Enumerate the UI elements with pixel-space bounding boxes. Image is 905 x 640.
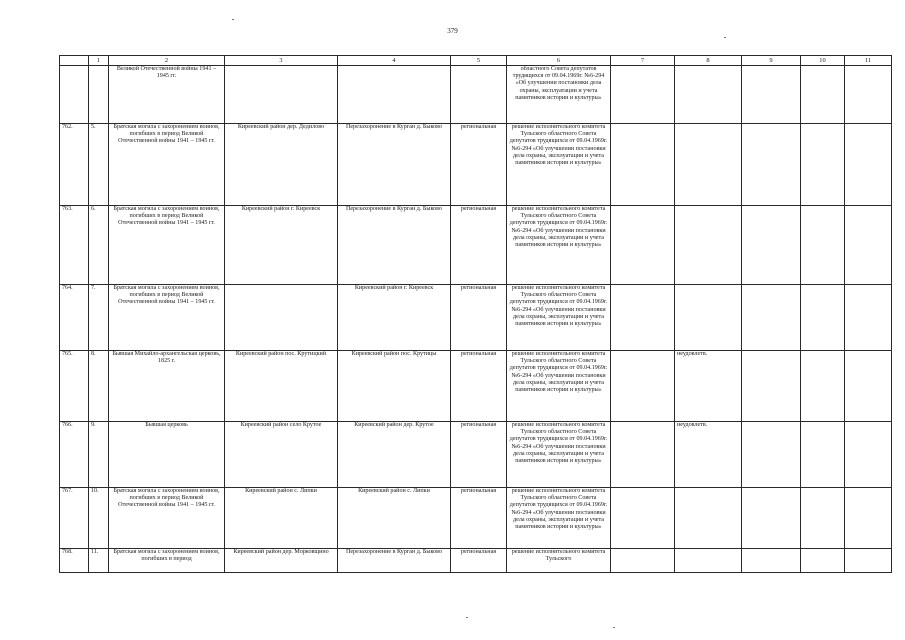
location-note: Перезахоронение в Курган д. Быково xyxy=(338,549,451,573)
column-header: 10 xyxy=(801,56,845,66)
empty-cell xyxy=(611,66,675,124)
scan-speck xyxy=(466,617,468,618)
monument-location: Киреевский район пос. Крутицкий xyxy=(225,351,338,422)
monument-location: Киреевский район село Крутое xyxy=(225,422,338,488)
table-row xyxy=(60,206,892,285)
empty-cell xyxy=(611,488,675,549)
row-subnumber: 11. xyxy=(89,549,109,573)
monuments-register-table xyxy=(59,55,892,573)
empty-cell xyxy=(845,488,892,549)
empty-cell xyxy=(611,351,675,422)
table-row xyxy=(60,488,892,549)
monument-location: Киреевский район с. Липки xyxy=(225,488,338,549)
monument-name: Великой Отечественной войны 1941 – 1945 гг. xyxy=(109,66,225,124)
table-row xyxy=(60,422,892,488)
table-row xyxy=(60,285,892,351)
empty-cell xyxy=(845,422,892,488)
condition-status xyxy=(675,488,742,549)
empty-cell xyxy=(742,351,801,422)
protection-category xyxy=(451,66,507,124)
location-note: Киреевский район с. Липки xyxy=(338,488,451,549)
monument-name: Братская могила с захоронением воинов, погибших в период Великой Отечественной войны 1941 – 1945 гг. xyxy=(109,488,225,549)
row-subnumber: 10. xyxy=(89,488,109,549)
empty-cell xyxy=(742,422,801,488)
row-number xyxy=(60,66,89,124)
empty-cell xyxy=(742,206,801,285)
empty-cell xyxy=(742,488,801,549)
protection-category: региональная xyxy=(451,285,507,351)
empty-cell xyxy=(611,124,675,206)
monument-location xyxy=(225,285,338,351)
empty-cell xyxy=(742,549,801,573)
protection-document: решение исполнительного комитета Тульского xyxy=(507,549,611,573)
column-header: 6 xyxy=(507,56,611,66)
row-subnumber: 9. xyxy=(89,422,109,488)
protection-category: региональная xyxy=(451,351,507,422)
protection-category: региональная xyxy=(451,422,507,488)
empty-cell xyxy=(845,351,892,422)
condition-status: неудовлетв. xyxy=(675,351,742,422)
column-number-header-row xyxy=(60,56,892,66)
location-note xyxy=(338,66,451,124)
empty-cell xyxy=(801,206,845,285)
monument-name: Братская могила с захоронением воинов, погибших в период Великой Отечественной войны 1941 – 1945 гг. xyxy=(109,124,225,206)
protection-document: решение исполнительного комитета Тульского областного Совета депутатов трудящихся от 09.04.1969г. №6-294 «Об улучшении постановки дела охраны, эксплуатации и учета памятников истории и культуры» xyxy=(507,488,611,549)
empty-cell xyxy=(611,549,675,573)
row-number: 762. xyxy=(60,124,89,206)
monument-name: Братская могила с захоронением воинов, погибших в период Великой Отечественной войны 1941 – 1945 гг. xyxy=(109,206,225,285)
empty-cell xyxy=(845,285,892,351)
empty-cell xyxy=(801,351,845,422)
column-header: 9 xyxy=(742,56,801,66)
scan-speck xyxy=(232,19,234,20)
row-number: 763. xyxy=(60,206,89,285)
condition-status xyxy=(675,285,742,351)
monument-name: Братская могила с захоронением воинов, погибших в период xyxy=(109,549,225,573)
column-header: 7 xyxy=(611,56,675,66)
protection-category: региональная xyxy=(451,488,507,549)
protection-category: региональная xyxy=(451,206,507,285)
protection-category: региональная xyxy=(451,549,507,573)
condition-status: неудовлетв. xyxy=(675,422,742,488)
monument-location xyxy=(225,66,338,124)
column-header: 1 xyxy=(89,56,109,66)
monument-name: Бывшая Михайло-архангельская церковь, 1825 г. xyxy=(109,351,225,422)
empty-cell xyxy=(801,549,845,573)
empty-cell xyxy=(801,124,845,206)
protection-document: решение исполнительного комитета Тульского областного Совета депутатов трудящихся от 09.04.1969г. №6-294 «Об улучшении постановки дела охраны, эксплуатации и учета памятников истории и культуры» xyxy=(507,422,611,488)
protection-document: областного Совета депутатов трудящихся от 09.04.1969г. №6-294 «Об улучшении постановки дела охраны, эксплуатации и учета памятников истории и культуры» xyxy=(507,66,611,124)
monument-location: Киреевский район дер. Дедилово xyxy=(225,124,338,206)
monument-location: Киреевский район дер. Морковщино xyxy=(225,549,338,573)
page-number: 379 xyxy=(447,27,458,35)
empty-cell xyxy=(845,66,892,124)
column-header xyxy=(60,56,89,66)
row-subnumber: 7. xyxy=(89,285,109,351)
table-row xyxy=(60,66,892,124)
empty-cell xyxy=(845,124,892,206)
column-header: 2 xyxy=(109,56,225,66)
row-subnumber: 8. xyxy=(89,351,109,422)
location-note: Перезахоронение в Курган д. Быково xyxy=(338,206,451,285)
location-note: Перезахоронение в Курган д. Быково xyxy=(338,124,451,206)
empty-cell xyxy=(845,549,892,573)
empty-cell xyxy=(845,206,892,285)
empty-cell xyxy=(611,422,675,488)
row-subnumber: 5. xyxy=(89,124,109,206)
condition-status xyxy=(675,66,742,124)
column-header: 3 xyxy=(225,56,338,66)
monument-name: Братская могила с захоронением воинов, погибших в период Великой Отечественной войны 1941 – 1945 гг. xyxy=(109,285,225,351)
empty-cell xyxy=(611,285,675,351)
empty-cell xyxy=(801,66,845,124)
condition-status xyxy=(675,206,742,285)
empty-cell xyxy=(742,285,801,351)
row-number: 764. xyxy=(60,285,89,351)
table-row xyxy=(60,124,892,206)
row-number: 767. xyxy=(60,488,89,549)
monument-location: Киреевский район г. Киреевск xyxy=(225,206,338,285)
monument-name: Бывшая церковь xyxy=(109,422,225,488)
empty-cell xyxy=(742,66,801,124)
row-number: 768. xyxy=(60,549,89,573)
location-note: Киреевский район дер. Крутое xyxy=(338,422,451,488)
table-row xyxy=(60,549,892,573)
protection-document: решение исполнительного комитета Тульского областного Совета депутатов трудящихся от 09.04.1969г. №6-294 «Об улучшении постановки дела охраны, эксплуатации и учета памятников истории и культуры» xyxy=(507,285,611,351)
scan-speck xyxy=(724,37,726,38)
column-header: 8 xyxy=(675,56,742,66)
row-number: 765. xyxy=(60,351,89,422)
protection-document: решение исполнительного комитета Тульского областного Совета депутатов трудящихся от 09.04.1969г. №6-294 «Об улучшении постановки дела охраны, эксплуатации и учета памятников истории и культуры» xyxy=(507,206,611,285)
row-subnumber: 6. xyxy=(89,206,109,285)
row-subnumber xyxy=(89,66,109,124)
condition-status xyxy=(675,549,742,573)
column-header: 11 xyxy=(845,56,892,66)
row-number: 766. xyxy=(60,422,89,488)
protection-document: решение исполнительного комитета Тульского областного Совета депутатов трудящихся от 09.04.1969г. №6-294 «Об улучшении постановки дела охраны, эксплуатации и учета памятников истории и культуры» xyxy=(507,124,611,206)
empty-cell xyxy=(742,124,801,206)
column-header: 5 xyxy=(451,56,507,66)
protection-category: региональная xyxy=(451,124,507,206)
column-header: 4 xyxy=(338,56,451,66)
empty-cell xyxy=(801,488,845,549)
location-note: Киреевский район г. Киреевск xyxy=(338,285,451,351)
protection-document: решение исполнительного комитета Тульского областного Совета депутатов трудящихся от 09.04.1969г. №6-294 «Об улучшении постановки дела охраны, эксплуатации и учета памятников истории и культуры» xyxy=(507,351,611,422)
location-note: Киреевский район пос. Крутицы xyxy=(338,351,451,422)
empty-cell xyxy=(611,206,675,285)
empty-cell xyxy=(801,285,845,351)
condition-status xyxy=(675,124,742,206)
empty-cell xyxy=(801,422,845,488)
scan-speck xyxy=(613,627,615,628)
table-row xyxy=(60,351,892,422)
